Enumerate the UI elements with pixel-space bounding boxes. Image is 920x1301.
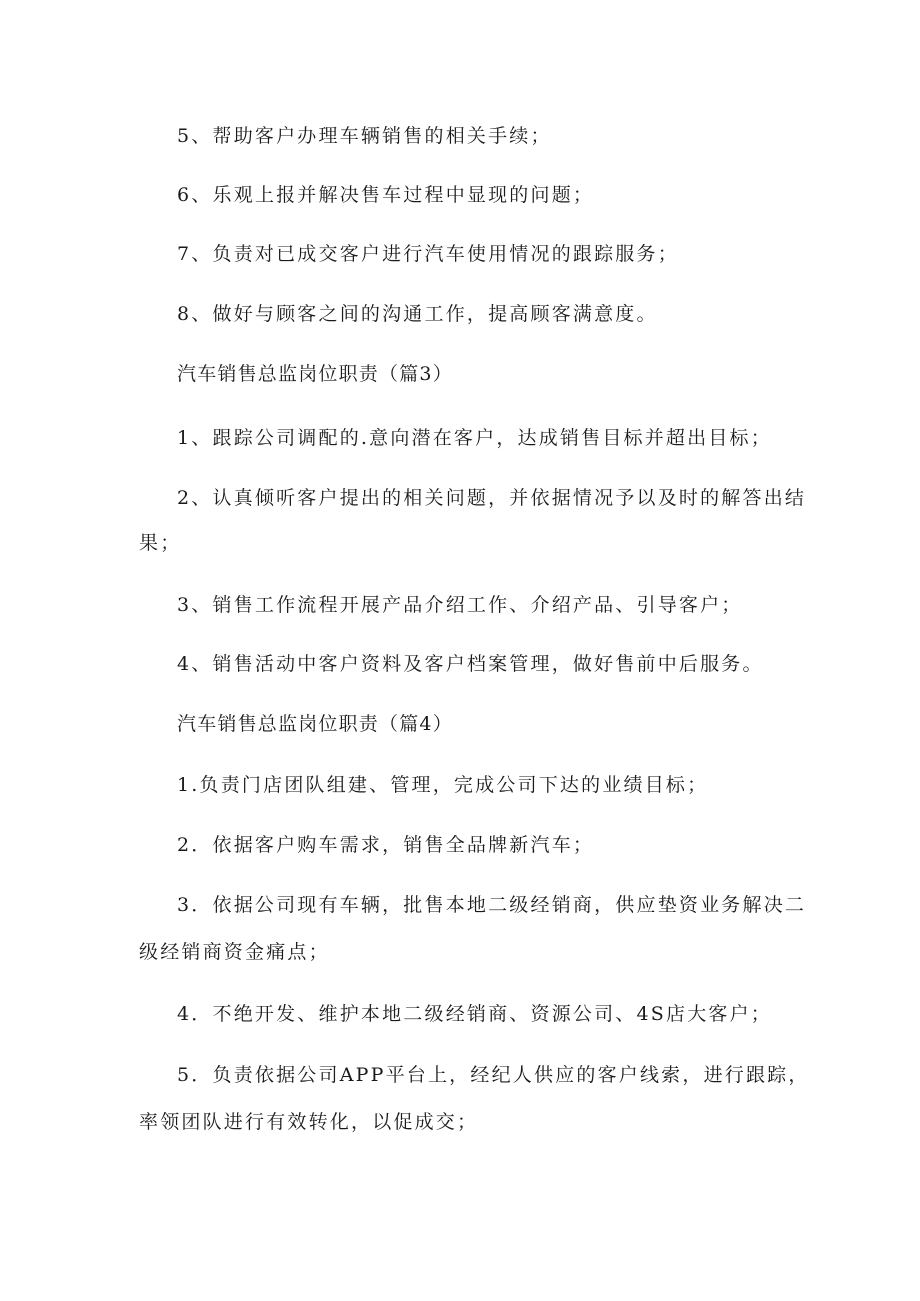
section-heading-3: 汽车销售总监岗位职责（篇3） <box>177 363 453 385</box>
paragraph-item-2: 2、认真倾听客户提出的相关问题，并依据情况予以及时的解答出结 <box>177 487 807 509</box>
paragraph-item-8: 8、做好与顾客之间的沟通工作，提高顾客满意度。 <box>177 303 658 325</box>
paragraph-item-1: 1、跟踪公司调配的.意向潜在客户，达成销售目标并超出目标； <box>177 427 772 449</box>
paragraph-item-5-continuation: 率领团队进行有效转化，以促成交； <box>139 1111 479 1133</box>
paragraph-item-2: 2．依据客户购车需求，销售全品牌新汽车； <box>177 834 595 856</box>
paragraph-item-1: 1.负责门店团队组建、管理，完成公司下达的业绩目标； <box>177 774 709 796</box>
paragraph-item-5: 5．负责依据公司APP平台上，经纪人供应的客户线索，进行跟踪， <box>177 1064 810 1086</box>
paragraph-item-4: 4、销售活动中客户资料及客户档案管理，做好售前中后服务。 <box>177 653 764 675</box>
paragraph-item-2-continuation: 果； <box>139 532 182 554</box>
paragraph-item-3-continuation: 级经销商资金痛点； <box>139 941 330 963</box>
paragraph-item-3: 3、销售工作流程开展产品介绍工作、介绍产品、引导客户； <box>177 594 743 616</box>
paragraph-item-6: 6、乐观上报并解决售车过程中显现的问题； <box>177 184 595 206</box>
paragraph-item-5: 5、帮助客户办理车辆销售的相关手续； <box>177 125 552 147</box>
paragraph-item-7: 7、负责对已成交客户进行汽车使用情况的跟踪服务； <box>177 243 679 265</box>
section-heading-4: 汽车销售总监岗位职责（篇4） <box>177 713 453 735</box>
paragraph-item-3: 3．依据公司现有车辆，批售本地二级经销商，供应垫资业务解决二 <box>177 894 807 916</box>
paragraph-item-4: 4．不绝开发、维护本地二级经销商、资源公司、4S店大客户； <box>177 1003 772 1025</box>
